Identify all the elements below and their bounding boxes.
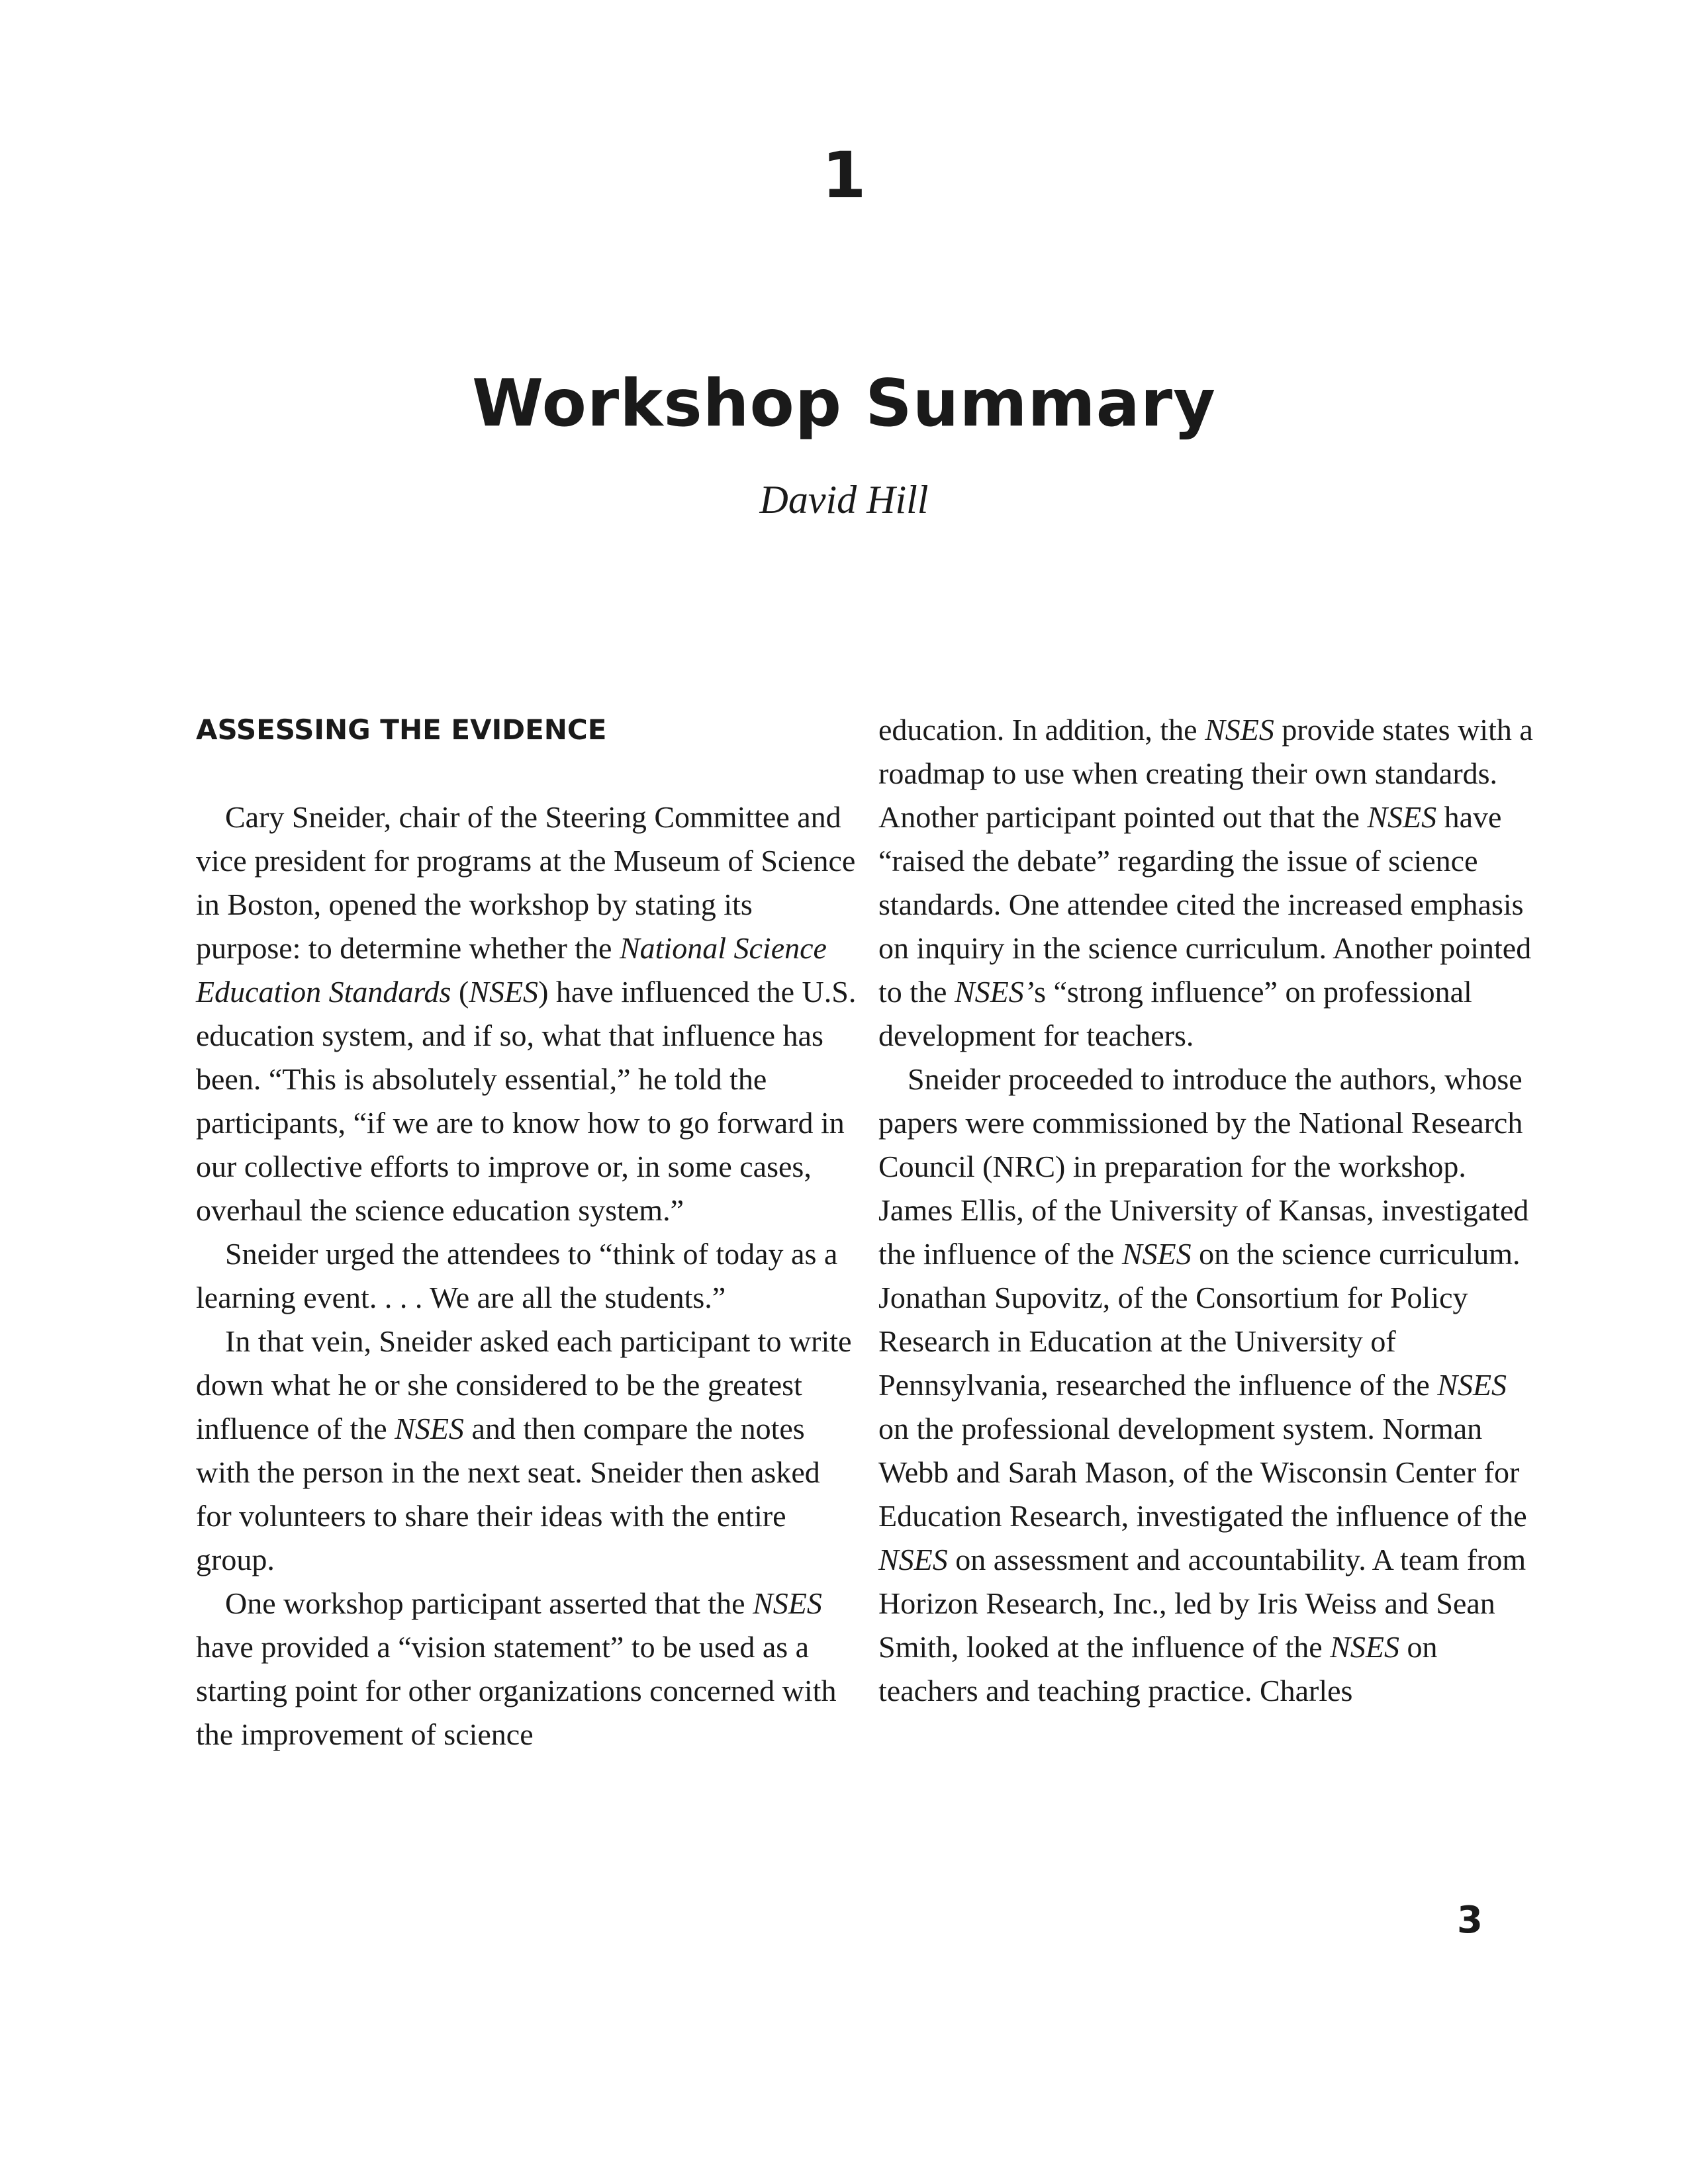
italic-nses: NSES [469,975,539,1009]
section-heading: ASSESSING THE EVIDENCE [196,713,607,746]
text-run: provide states with a roadmap to use when creating their own standards. Another participant pointed out that the [878,713,1533,834]
italic-title: National Science Education Standards [196,931,827,1009]
text-run: on the professional development system. Norman Webb and Sarah Mason, of the Wisconsin Center for Education Research, investigated the influence of the [878,1412,1527,1533]
italic-nses: NSES’ [954,975,1035,1009]
paragraph [196,796,858,1232]
text-run: ) have influenced the U.S. education system, and if so, what that influence has been. “This is absolutely essential,” he told the participants, “if we are to know how to go forward in our collective efforts to improve or, in some cases, overhaul the science education system.” [196,975,857,1227]
chapter-author: David Hill [759,478,929,522]
text-run: and then compare the notes with the person in the next seat. Sneider then asked for volunteers to share their ideas with the entire group. [196,1412,820,1576]
text-run: Sneider proceeded to introduce the authors, whose papers were commissioned by the National Research Council (NRC) in preparation for the workshop. James Ellis, of the University of Kansas, investigated the influence of the [878,1062,1529,1271]
italic-nses: NSES [878,1543,948,1576]
italic-nses: NSES [1121,1237,1192,1271]
italic-nses: NSES [395,1412,464,1445]
paragraph [878,1058,1540,1713]
italic-nses: NSES [1330,1630,1399,1664]
paragraph [196,1320,858,1582]
chapter-number: 1 [821,138,867,212]
chapter-title: Workshop Summary [471,366,1217,441]
text-run: One workshop participant asserted that the [225,1586,753,1620]
text-run: Sneider urged the attendees to “think of today as a learning event. . . . We are all the students.” [196,1237,838,1314]
page-number: 3 [1457,1899,1483,1942]
text-run: on the science curriculum. Jonathan Supovitz, of the Consortium for Policy Research in Education at the University of Pennsylvania, researched the influence of the [878,1237,1521,1402]
text-run: In that vein, Sneider asked each participant to write down what he or she considered to be the greatest influence of the [196,1324,852,1445]
text-run: education. In addition, the [878,713,1205,747]
italic-nses: NSES [1367,800,1437,834]
text-run: have “raised the debate” regarding the issue of science standards. One attendee cited the increased emphasis on inquiry in the science curriculum. Another pointed to the [878,800,1532,1009]
italic-nses: NSES [753,1586,822,1620]
paragraph [196,1232,858,1320]
italic-nses: NSES [1437,1368,1507,1402]
right-column [878,708,1540,1713]
text-run: on teachers and teaching practice. Charles [878,1630,1438,1707]
text-run: Cary Sneider, chair of the Steering Committee and vice president for programs at the Museum of Science in Boston, opened the workshop by stating its purpose: to determine whether the [196,800,856,965]
paragraph [196,1582,858,1756]
text-run: s “strong influence” on professional development for teachers. [878,975,1472,1052]
left-column [196,708,858,1756]
text-run: ( [451,975,469,1009]
text-run: on assessment and accountability. A team from Horizon Research, Inc., led by Iris Weiss and Sean Smith, looked at the influence of the [878,1543,1526,1664]
italic-nses: NSES [1205,713,1274,747]
text-run: have provided a “vision statement” to be used as a starting point for other organizations concerned with the improvement of science [196,1630,837,1751]
paragraph [878,708,1540,1058]
